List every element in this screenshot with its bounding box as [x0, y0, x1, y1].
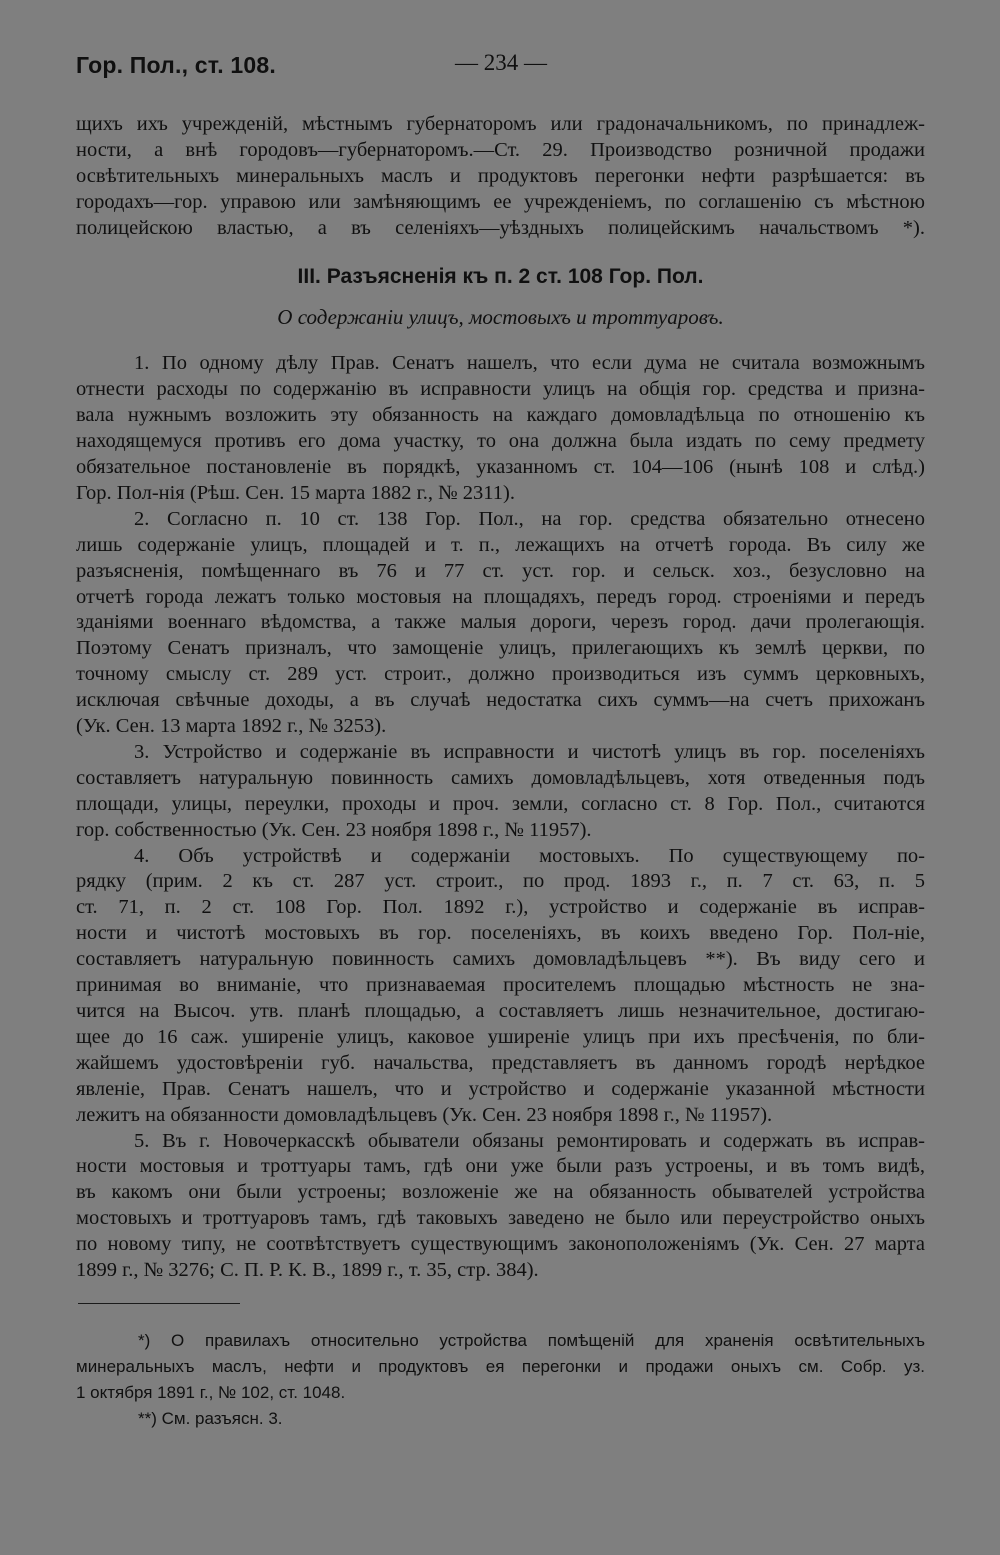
text-line: ст. 71, п. 2 ст. 108 Гор. Пол. 1892 г.), устройство и содержаніе въ исправ-	[76, 896, 925, 919]
main-text	[76, 112, 925, 1284]
intro-paragraph	[76, 112, 925, 242]
page-header	[76, 48, 936, 88]
footnote-line: минеральныхъ маслъ, нефти и продуктовъ ея перегонки и продажи оныхъ см. Собр. уз.	[76, 1357, 925, 1376]
text-line: освѣтительныхъ минеральныхъ маслъ и продуктовъ перегонки нефти разрѣшается: въ	[76, 164, 925, 187]
text-line: 1899 г., № 3276; С. П. Р. К. В., 1899 г., т. 35, стр. 384).	[76, 1259, 539, 1282]
paragraph-5	[76, 1129, 925, 1284]
text-line: 3. Устройство и содержаніе въ исправности и чистотѣ улицъ въ гор. поселеніяхъ	[134, 740, 925, 763]
text-line: 1. По одному дѣлу Прав. Сенатъ нашелъ, что если дума не считала возможнымъ	[134, 352, 925, 375]
text-line: въ какомъ они были устроены; возложеніе же на обязанность обывателей устройства	[76, 1181, 925, 1204]
paragraph-4	[76, 844, 925, 1129]
text-line: обязательное постановленіе въ порядкѣ, указанномъ ст. 104—106 (нынѣ 108 и слѣд.)	[76, 455, 925, 478]
text-line: зданіями военнаго вѣдомства, а также малыя дороги, черезъ город. дачи пролегающія.	[76, 611, 925, 634]
footnote-divider	[78, 1303, 240, 1304]
text-line: (Ук. Сен. 13 марта 1892 г., № 3253).	[76, 715, 387, 738]
text-line: чится на Высоч. утв. планѣ площадью, а составляетъ лишь незначительное, достигаю-	[76, 1000, 925, 1022]
text-line: ности, а внѣ городовъ—губернаторомъ.—Ст. 29. Производство розничной продажи	[76, 138, 925, 161]
paragraph-1	[76, 351, 925, 506]
section-subtitle: О содержаніи улицъ, мостовыхъ и троттуаровъ.	[277, 305, 724, 330]
text-line: лишь содержаніе улицъ, площадей и т. п., лежащихъ на отчетѣ города. Въ силу же	[76, 533, 925, 556]
text-line: вала нужнымъ возложить эту обязанность на каждаго домовладѣльца по отношенію къ	[76, 404, 925, 427]
text-line: городахъ—гор. управою или замѣняющимъ ее учрежденіемъ, по соглашенію съ мѣстною	[76, 190, 925, 213]
running-head: Гор. Пол., ст. 108.	[76, 52, 276, 78]
footnote-line: **) См. разъясн. 3.	[138, 1409, 283, 1428]
text-line: щее до 16 саж. уширеніе улицъ, каковое уширеніе улицъ при ихъ пресѣченія, по бли-	[76, 1025, 925, 1048]
text-line: 2. Согласно п. 10 ст. 138 Гор. Пол., на гор. средства обязательно отнесено	[134, 507, 925, 530]
footnote-line: *) О правилахъ относительно устройства помѣщеній для храненія освѣтительныхъ	[138, 1331, 925, 1350]
text-line: находящемуся противъ его дома участку, то она должна была издать по сему предмету	[76, 430, 925, 453]
text-line: рядку (прим. 2 къ ст. 287 уст. строит., по прод. 1893 г., п. 7 ст. 63, п. 5	[76, 870, 925, 893]
section-title: III. Разъясненія къ п. 2 ст. 108 Гор. Пол.	[297, 264, 704, 288]
text-line: точному смыслу ст. 289 уст. строит., должно производиться изъ суммъ церковныхъ,	[76, 663, 925, 686]
text-line: явленіе, Прав. Сенатъ нашелъ, что и устройство и содержаніе указанной мѣстности	[76, 1077, 925, 1100]
text-line: ности и чистотѣ мостовыхъ въ гор. поселеніяхъ, въ коихъ введено Гор. Пол-ніе,	[76, 922, 925, 945]
text-line: составляетъ натуральную повинность самихъ домовладѣльцевъ, хотя отведенныя подъ	[76, 766, 925, 789]
text-line: отчетѣ города лежатъ только мостовыя на площадяхъ, передъ город. строеніями и передъ	[76, 585, 925, 608]
text-line: по новому типу, не соотвѣтствуетъ существующимъ законоположеніямъ (Ук. Сен. 27 марта	[76, 1233, 925, 1256]
text-line: лежитъ на обязанности домовладѣльцевъ (Ук. Сен. 23 ноября 1898 г., № 11957).	[76, 1103, 773, 1126]
text-line: Гор. Пол-нія (Рѣш. Сен. 15 марта 1882 г., № 2311).	[76, 481, 515, 504]
text-line: ности мостовыя и троттуары тамъ, гдѣ они уже были разъ устроены, и въ томъ видѣ,	[76, 1155, 925, 1178]
paragraph-3	[76, 740, 925, 844]
text-line: гор. собственностью (Ук. Сен. 23 ноября 1898 г., № 11957).	[76, 818, 592, 841]
page-number: — 234 —	[455, 50, 547, 75]
footnote-1	[76, 1328, 925, 1406]
text-line: 5. Въ г. Новочеркасскѣ обыватели обязаны ремонтировать и содержать въ исправ-	[134, 1129, 925, 1152]
footnote-2	[76, 1406, 925, 1432]
text-line: щихъ ихъ учрежденій, мѣстнымъ губернаторомъ или градоначальникомъ, по принадлеж-	[76, 113, 925, 135]
text-line: Поэтому Сенатъ призналъ, что замощеніе улицъ, прилегающихъ къ землѣ церкви, по	[76, 637, 925, 660]
text-line: мостовыхъ и троттуаровъ тамъ, гдѣ таковыхъ заведено не было или переустройство оныхъ	[76, 1207, 925, 1230]
text-line: площади, улицы, переулки, проходы и проч. земли, согласно ст. 8 Гор. Пол., считаются	[76, 792, 925, 815]
footnotes	[76, 1328, 925, 1432]
text-line: отнести расходы по содержанію въ исправности улицъ на общія гор. средства и призна-	[76, 378, 925, 401]
text-line: составляетъ натуральную повинность самихъ домовладѣльцевъ **). Въ виду сего и	[76, 948, 925, 971]
paragraph-2	[76, 507, 925, 740]
footnote-line: 1 октября 1891 г., № 102, ст. 1048.	[76, 1383, 346, 1402]
text-line: исключая свѣчные доходы, а въ случаѣ недостатка сихъ суммъ—на счетъ прихожанъ	[76, 689, 925, 712]
text-line: полицейскою властью, а въ селеніяхъ—уѣздныхъ полицейскимъ начальствомъ *).	[76, 216, 925, 239]
text-line: жайшемъ удостовѣреніи губ. начальства, представляетъ въ данномъ городѣ нерѣдкое	[76, 1051, 925, 1074]
text-line: принимая во вниманіе, что признаваемая просителемъ площадью мѣстность не зна-	[76, 974, 925, 997]
text-line: 4. Объ устройствѣ и содержаніи мостовыхъ. По существующему по-	[134, 844, 925, 867]
text-line: разъясненія, помѣщеннаго въ 76 и 77 ст. уст. гор. и сельск. хоз., безусловно на	[76, 559, 925, 582]
